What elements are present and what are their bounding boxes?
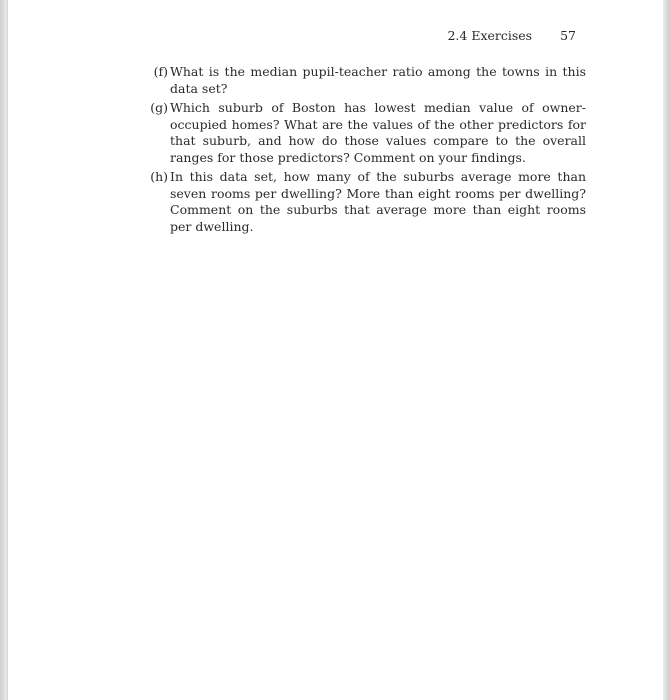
book-page bbox=[7, 0, 665, 700]
page-number: 57 bbox=[560, 28, 576, 43]
exercise-item-h bbox=[138, 169, 586, 235]
left-page-edge bbox=[0, 0, 7, 700]
exercise-label: (g) bbox=[150, 100, 168, 115]
exercise-text: In this data set, how many of the suburbs average more than seven rooms per dwelling? More than eight rooms per dwelling? Comment on the suburbs that average more than eight rooms per dwelling. bbox=[170, 169, 586, 234]
exercise-item-f bbox=[138, 64, 586, 97]
section-title: 2.4 Exercises bbox=[447, 28, 533, 43]
running-header bbox=[447, 28, 576, 43]
exercise-label: (h) bbox=[150, 169, 168, 184]
exercise-label: (f) bbox=[153, 64, 168, 79]
exercise-list bbox=[138, 64, 586, 238]
exercise-text: What is the median pupil-teacher ratio among the towns in this data set? bbox=[170, 64, 586, 96]
exercise-item-g bbox=[138, 100, 586, 166]
right-page-edge bbox=[663, 0, 669, 700]
exercise-text: Which suburb of Boston has lowest median value of owner-occupied homes? What are the values of the other predictors for that suburb, and how do those values compare to the overall ranges for those predictors? Comment on your findings. bbox=[170, 100, 586, 165]
